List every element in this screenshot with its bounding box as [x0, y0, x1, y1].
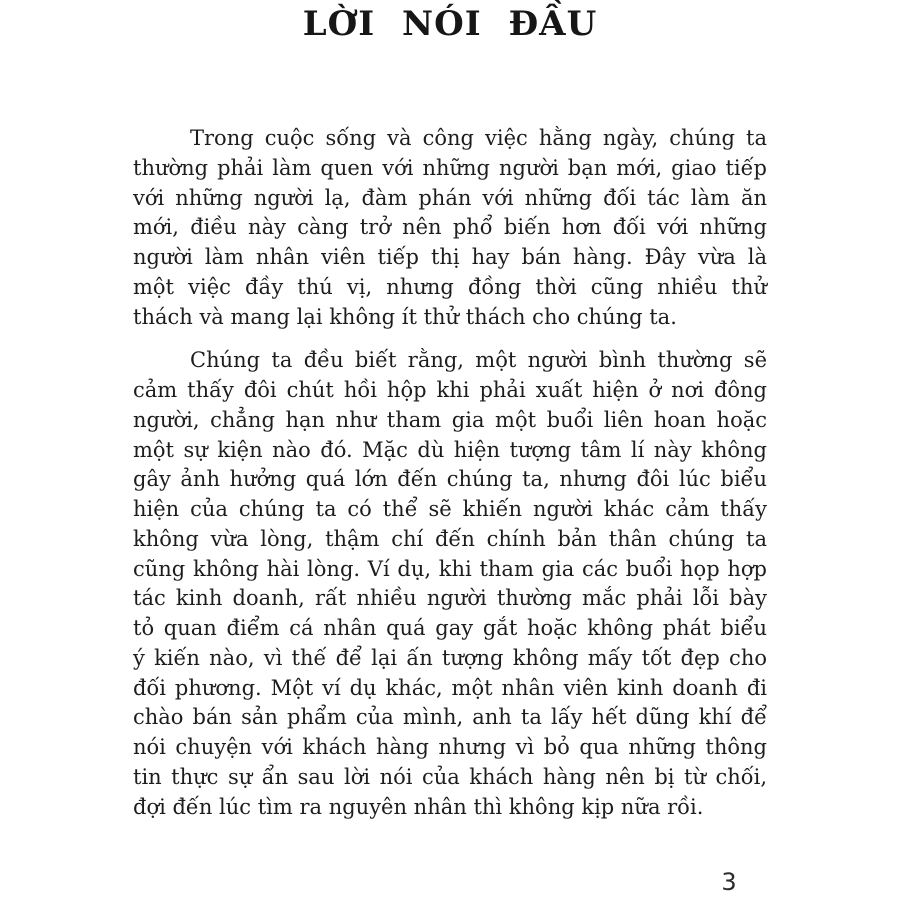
text-line: một sự kiện nào đó. Mặc dù hiện tượng tâm lí này không — [133, 437, 767, 462]
text-line: không vừa lòng, thậm chí đến chính bản thân chúng ta — [133, 526, 767, 551]
text-line: đối phương. Một ví dụ khác, một nhân viên kinh doanh đi — [133, 675, 767, 700]
text-line: người làm nhân viên tiếp thị hay bán hàng. Đây vừa là — [133, 245, 767, 269]
page-number: 3 — [721, 868, 737, 896]
page-body — [133, 124, 767, 822]
text-line: tỏ quan điểm cá nhân quá gay gắt hoặc không phát biểu — [133, 616, 767, 640]
text-line: cũng không hài lòng. Ví dụ, khi tham gia các buổi họp hợp — [133, 556, 767, 581]
text-line: đợi đến lúc tìm ra nguyên nhân thì không kịp nữa rồi. — [133, 794, 704, 819]
text-line: người, chẳng hạn như tham gia một buổi liên hoan hoặc — [133, 407, 767, 432]
text-line: nói chuyện với khách hàng nhưng vì bỏ qua những thông — [133, 735, 767, 759]
text-line: tin thực sự ẩn sau lời nói của khách hàng nên bị từ chối, — [133, 764, 767, 789]
text-line: ý kiến nào, vì thế để lại ấn tượng không mấy tốt đẹp cho — [133, 645, 767, 670]
text-line: một việc đầy thú vị, nhưng đồng thời cũng nhiều thử — [133, 274, 767, 299]
text-line: Trong cuộc sống và công việc hằng ngày, chúng ta — [190, 126, 767, 150]
text-line: thường phải làm quen với những người bạn mới, giao tiếp — [133, 155, 767, 180]
text-line: gây ảnh hưởng quá lớn đến chúng ta, nhưng đôi lúc biểu — [133, 467, 767, 492]
text-line: cảm thấy đôi chút hồi hộp khi phải xuất hiện ở nơi đông — [133, 378, 767, 402]
paragraph-2 — [133, 346, 767, 822]
text-line: chào bán sản phẩm của mình, anh ta lấy hết dũng khí để — [133, 705, 767, 730]
text-line: hiện của chúng ta có thể sẽ khiến người khác cảm thấy — [133, 497, 767, 521]
text-line: thách và mang lại không ít thử thách cho chúng ta. — [133, 304, 677, 329]
text-line: Chúng ta đều biết rằng, một người bình thường sẽ — [190, 348, 767, 373]
text-line: mới, điều này càng trở nên phổ biến hơn đối với những — [133, 215, 767, 240]
text-line: với những người lạ, đàm phán với những đối tác làm ăn — [133, 185, 767, 210]
page-title: LỜI NÓI ĐẦU — [302, 4, 598, 44]
paragraph-1 — [133, 124, 767, 332]
text-line: tác kinh doanh, rất nhiều người thường mắc phải lỗi bày — [133, 586, 767, 611]
